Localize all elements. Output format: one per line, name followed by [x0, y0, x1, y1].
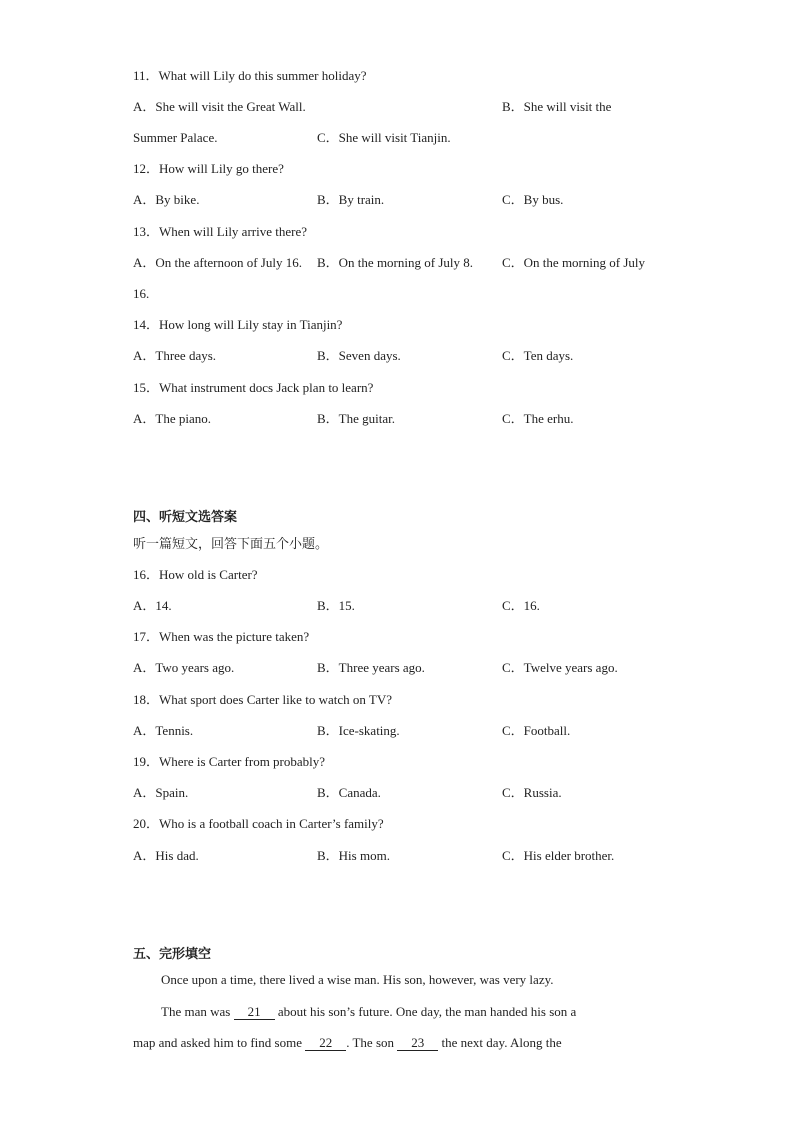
q18-option-b: B．Ice-skating.: [317, 723, 400, 738]
q12-option-a: A．By bike.: [133, 192, 200, 207]
q14-option-b: B．Seven days.: [317, 348, 401, 363]
section-4-instruction: 听一篇短文，回答下面五个小题。: [133, 537, 329, 552]
q20-option-a: A．His dad.: [133, 848, 199, 863]
q15-option-c: C．The erhu.: [502, 411, 574, 426]
q13-option-b: B．On the morning of July 8.: [317, 255, 473, 270]
q11-option-b: B．She will visit the: [502, 99, 612, 114]
q13-option-c-continued: 16.: [133, 286, 150, 301]
cloze-line-2-start: The man was: [161, 1004, 234, 1019]
section-5-title: 五、完形填空: [133, 947, 212, 962]
cloze-line-3-end: the next day. Along the: [438, 1035, 562, 1050]
q13-option-c: C．On the morning of July: [502, 255, 645, 270]
cloze-line-3-middle: . The son: [346, 1035, 398, 1050]
q11-option-a: A．She will visit the Great Wall.: [133, 99, 306, 114]
blank-22: 22: [305, 1036, 346, 1051]
blank-21: 21: [234, 1005, 275, 1020]
question-13: 13．When will Lily arrive there?: [133, 224, 307, 239]
q14-option-c: C．Ten days.: [502, 348, 574, 363]
q14-option-a: A．Three days.: [133, 348, 217, 363]
q19-option-a: A．Spain.: [133, 785, 189, 800]
question-14: 14．How long will Lily stay in Tianjin?: [133, 317, 343, 332]
q16-option-a: A．14.: [133, 598, 172, 613]
cloze-line-1: Once upon a time, there lived a wise man. His son, however, was very lazy.: [161, 972, 554, 987]
section-4-title: 四、听短文选答案: [133, 510, 238, 525]
cloze-line-2-end: about his son’s future. One day, the man handed his son a: [274, 1004, 577, 1019]
question-17: 17．When was the picture taken?: [133, 629, 310, 644]
question-12: 12．How will Lily go there?: [133, 161, 284, 176]
q12-option-b: B．By train.: [317, 192, 385, 207]
q20-option-b: B．His mom.: [317, 848, 390, 863]
q16-option-b: B．15.: [317, 598, 355, 613]
q19-option-c: C．Russia.: [502, 785, 562, 800]
question-15: 15．What instrument docs Jack plan to learn?: [133, 380, 374, 395]
question-20: 20．Who is a football coach in Carter’s family?: [133, 816, 384, 831]
q18-option-a: A．Tennis.: [133, 723, 194, 738]
q18-option-c: C．Football.: [502, 723, 571, 738]
cloze-line-3: [133, 1035, 562, 1051]
q11-option-b-continued: Summer Palace.: [133, 130, 218, 145]
blank-23: 23: [397, 1036, 438, 1051]
q17-option-a: A．Two years ago.: [133, 660, 235, 675]
q12-option-c: C．By bus.: [502, 192, 564, 207]
q11-option-c: C．She will visit Tianjin.: [317, 130, 451, 145]
q15-option-b: B．The guitar.: [317, 411, 395, 426]
question-18: 18．What sport does Carter like to watch on TV?: [133, 692, 392, 707]
question-11: 11．What will Lily do this summer holiday?: [133, 68, 367, 83]
q13-option-a: A．On the afternoon of July 16.: [133, 255, 302, 270]
q20-option-c: C．His elder brother.: [502, 848, 615, 863]
question-19: 19．Where is Carter from probably?: [133, 754, 326, 769]
q17-option-c: C．Twelve years ago.: [502, 660, 618, 675]
cloze-line-3-start: map and asked him to find some: [133, 1035, 306, 1050]
q16-option-c: C．16.: [502, 598, 540, 613]
q17-option-b: B．Three years ago.: [317, 660, 425, 675]
question-16: 16．How old is Carter?: [133, 567, 258, 582]
q19-option-b: B．Canada.: [317, 785, 381, 800]
cloze-line-2: [161, 1004, 576, 1020]
q15-option-a: A．The piano.: [133, 411, 211, 426]
